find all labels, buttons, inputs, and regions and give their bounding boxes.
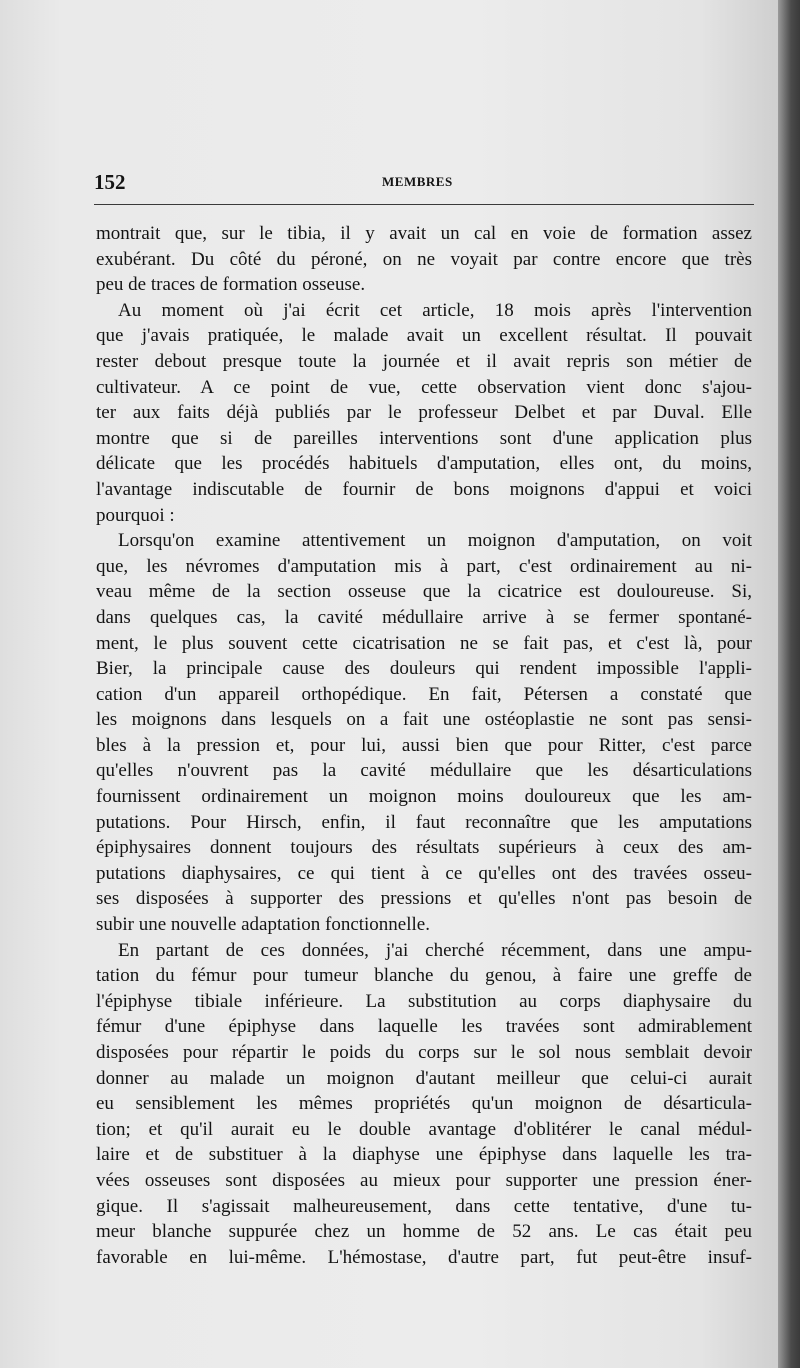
text-line: ment, le plus souvent cette cicatrisation ne se fait pas, et c'est là, pour <box>96 632 752 654</box>
text-line: délicate que les procédés habituels d'amputation, elles ont, du moins, <box>96 453 752 475</box>
text-line: peu de traces de formation osseuse. <box>96 274 366 296</box>
text-line: veau même de la section osseuse que la cicatrice est douloureuse. Si, <box>96 581 752 603</box>
text-line: exubérant. Du côté du péroné, on ne voyait par contre encore que très <box>96 248 752 270</box>
text-line: tation du fémur pour tumeur blanche du genou, à faire une greffe de <box>96 965 752 987</box>
paragraph <box>96 938 752 1271</box>
paragraph <box>96 298 752 528</box>
running-title: MEMBRES <box>382 174 453 189</box>
text-line: gique. Il s'agissait malheureusement, dans cette tentative, d'une tu- <box>96 1195 752 1217</box>
text-line: putations. Pour Hirsch, enfin, il faut reconnaître que les amputations <box>96 811 752 833</box>
text-line: meur blanche suppurée chez un homme de 52 ans. Le cas était peu <box>96 1221 752 1243</box>
text-line: laire et de substituer à la diaphyse une épiphyse dans laquelle les tra- <box>96 1144 752 1166</box>
text-line: eu sensiblement les mêmes propriétés qu'un moignon de désarticula- <box>96 1093 752 1115</box>
header-rule <box>94 204 754 205</box>
text-line: fournissent ordinairement un moignon moins douloureux que les am- <box>96 786 752 808</box>
text-line: cation d'un appareil orthopédique. En fait, Pétersen a constaté que <box>96 683 752 705</box>
text-line: donner au malade un moignon d'autant meilleur que celui-ci aurait <box>96 1067 752 1089</box>
text-line: putations diaphysaires, ce qui tient à ce qu'elles ont des travées osseu- <box>96 862 752 884</box>
text-line: rester debout presque toute la journée et il avait repris son métier de <box>96 350 752 372</box>
text-line: bles à la pression et, pour lui, aussi bien que pour Ritter, c'est parce <box>96 734 752 756</box>
paragraph <box>96 528 752 938</box>
text-line: cultivateur. A ce point de vue, cette observation vient donc s'ajou- <box>96 376 752 398</box>
text-line: les moignons dans lesquels on a fait une ostéoplastie ne sont pas sensi- <box>96 709 752 731</box>
text-line: pourquoi : <box>96 504 175 526</box>
paragraph <box>96 221 752 298</box>
text-line: l'épiphyse tibiale inférieure. La substitution au corps diaphysaire du <box>96 990 752 1012</box>
text-line: montrait que, sur le tibia, il y avait un cal en voie de formation assez <box>96 223 752 244</box>
book-spine-shadow <box>778 0 800 1368</box>
text-line: épiphysaires donnent toujours des résultats supérieurs à ceux des am- <box>96 837 752 859</box>
text-line: dans quelques cas, la cavité médullaire arrive à se fermer spontané- <box>96 606 752 628</box>
text-line: vées osseuses sont disposées au mieux pour supporter une pression éner- <box>96 1169 752 1191</box>
text-line: que j'avais pratiquée, le malade avait un excellent résultat. Il pouvait <box>96 325 752 347</box>
text-line: ter aux faits déjà publiés par le professeur Delbet et par Duval. Elle <box>96 402 752 424</box>
text-line: favorable en lui-même. L'hémostase, d'autre part, fut peut-être insuf- <box>96 1246 752 1268</box>
text-line: ses disposées à supporter des pressions et qu'elles n'ont pas besoin de <box>96 888 752 910</box>
body-text <box>96 221 752 1270</box>
text-line: Bier, la principale cause des douleurs qui rendent impossible l'appli- <box>96 658 752 680</box>
text-line: subir une nouvelle adaptation fonctionnelle. <box>96 914 430 936</box>
text-line: disposées pour répartir le poids du corps sur le sol nous semblait devoir <box>96 1042 752 1063</box>
page-number: 152 <box>94 170 126 194</box>
text-line: En partant de ces données, j'ai cherché récemment, dans une ampu- <box>118 939 752 961</box>
text-line: Au moment où j'ai écrit cet article, 18 mois après l'intervention <box>118 299 752 321</box>
text-line: fémur d'une épiphyse dans laquelle les travées sont admirablement <box>96 1016 752 1038</box>
text-line: Lorsqu'on examine attentivement un moignon d'amputation, on voit <box>118 530 752 552</box>
text-line: l'avantage indiscutable de fournir de bons moignons d'appui et voici <box>96 478 752 500</box>
text-line: montre que si de pareilles interventions sont d'une application plus <box>96 427 752 449</box>
text-line: tion; et qu'il aurait eu le double avantage d'oblitérer le canal médul- <box>96 1118 752 1140</box>
page-header <box>94 168 754 198</box>
text-line: qu'elles n'ouvrent pas la cavité médullaire que les désarticulations <box>96 760 752 782</box>
text-line: que, les névromes d'amputation mis à part, c'est ordinairement au ni- <box>96 555 752 577</box>
